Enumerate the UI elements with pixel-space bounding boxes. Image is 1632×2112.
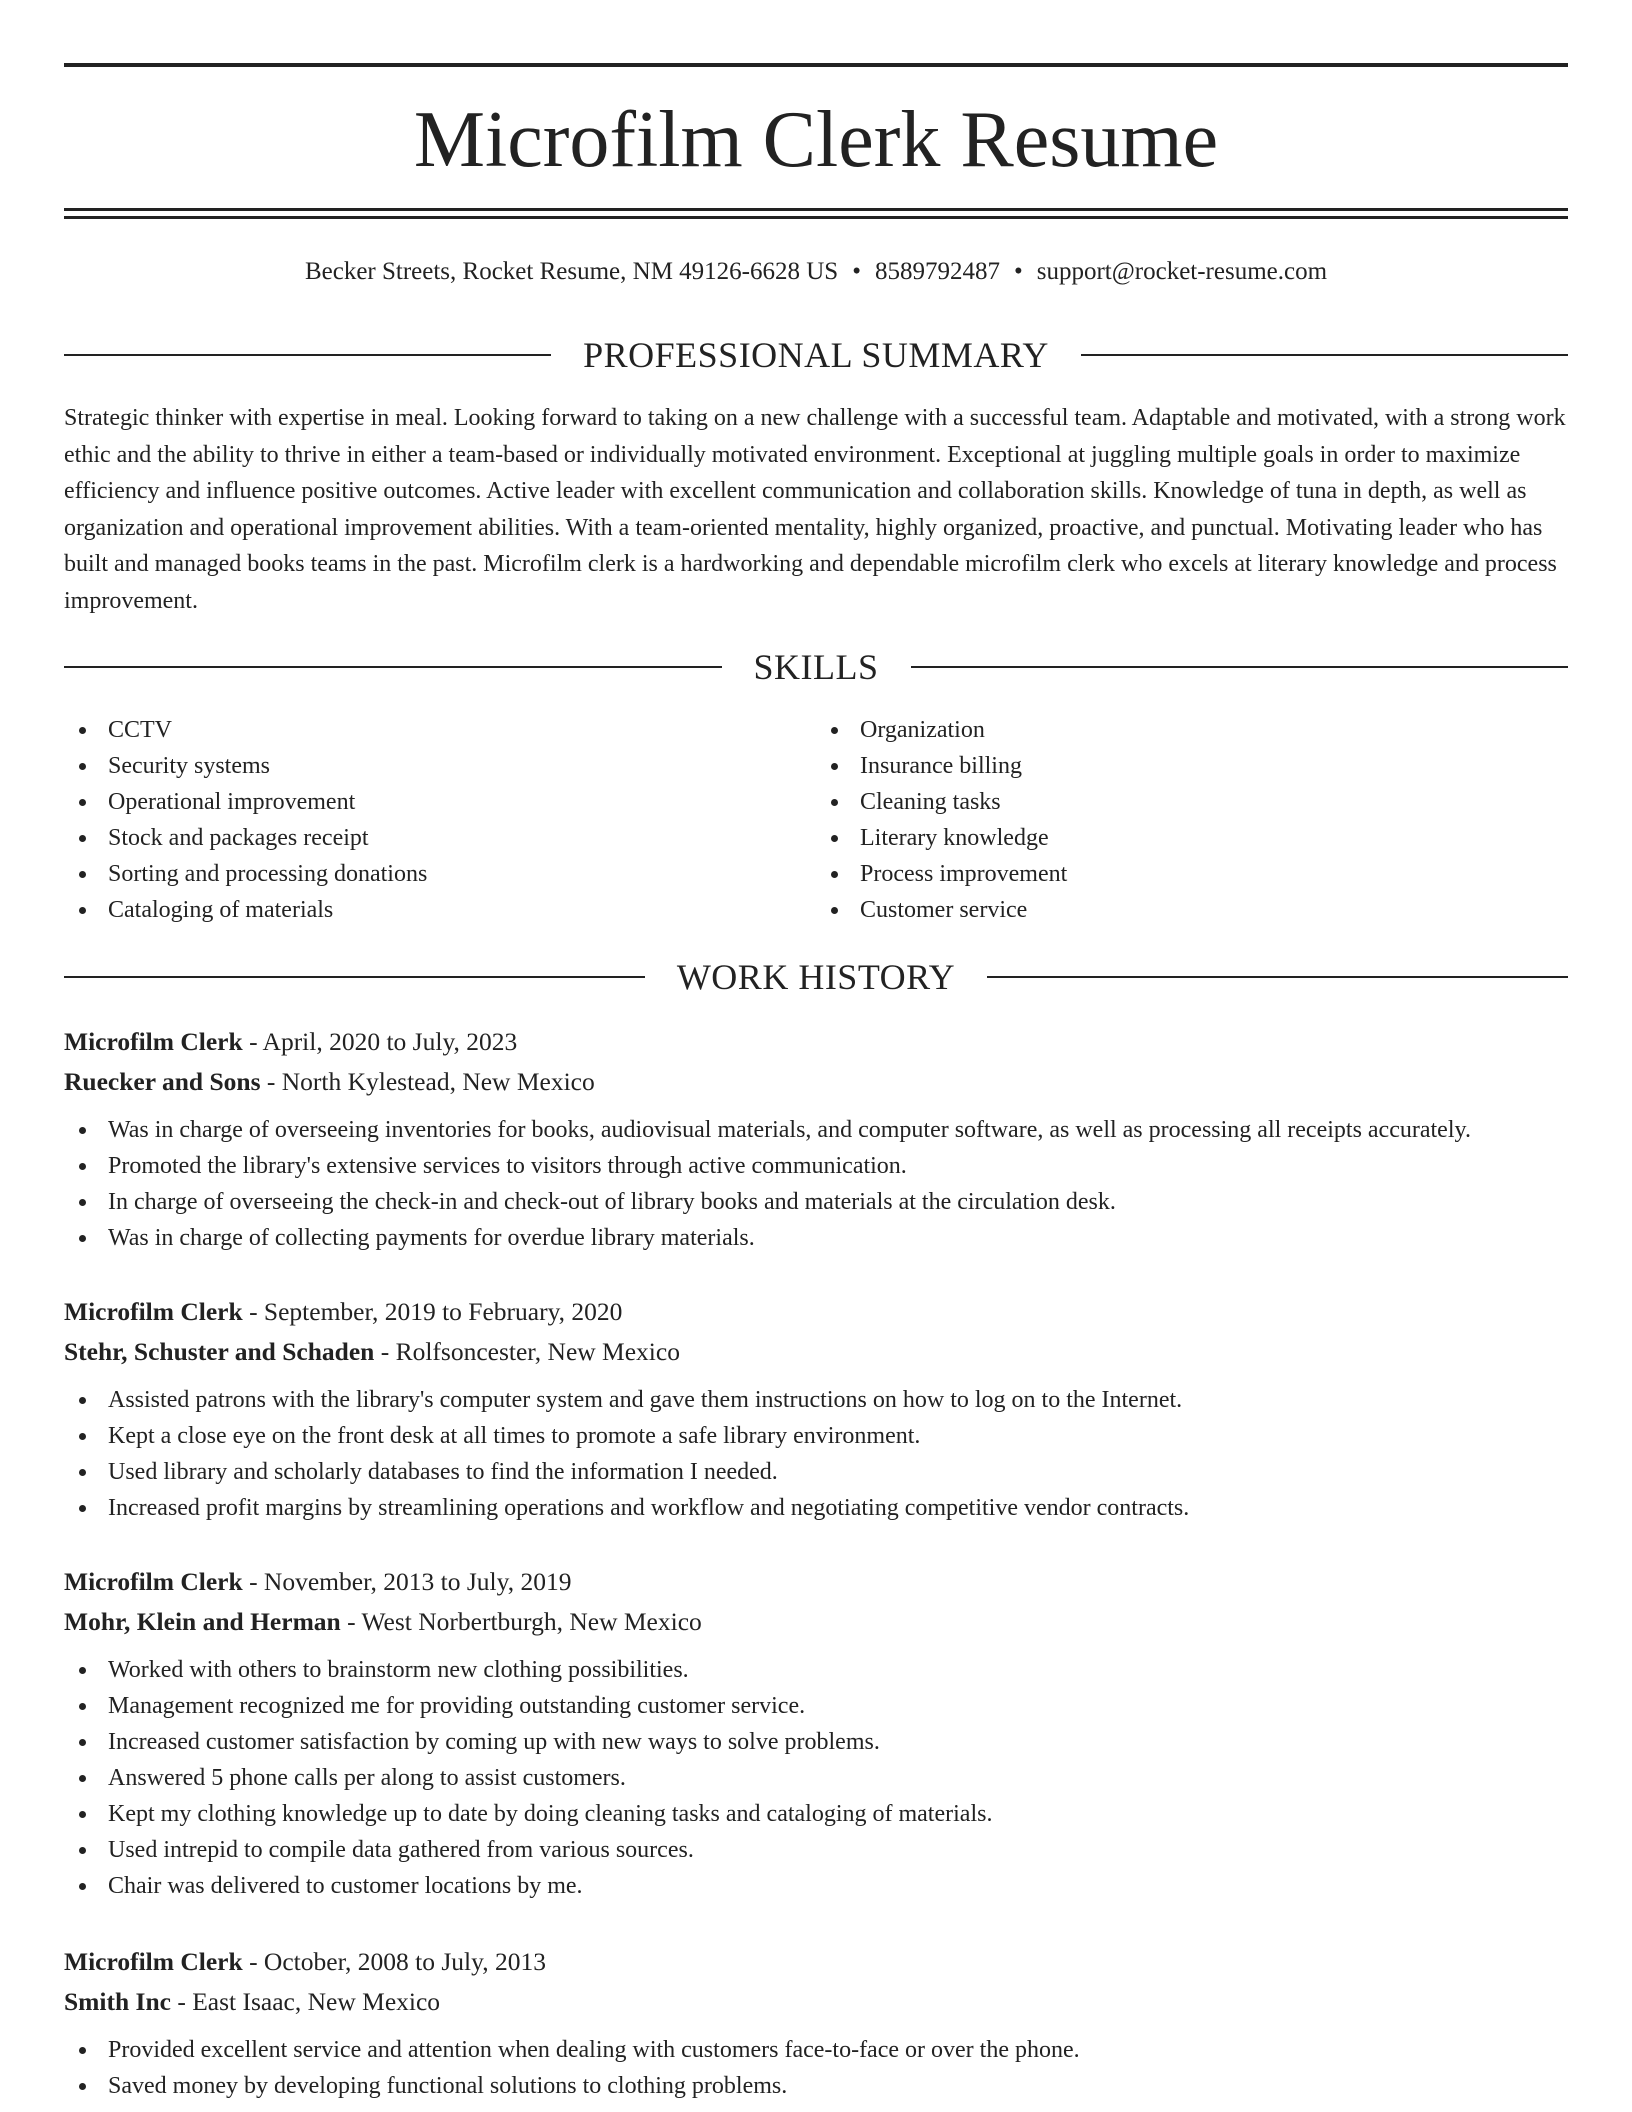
job-title-line bbox=[64, 1942, 1568, 1982]
job-entry bbox=[64, 1022, 1568, 1256]
job-title: Microfilm Clerk bbox=[64, 1027, 243, 1056]
job-title: Microfilm Clerk bbox=[64, 1947, 243, 1976]
skills-column-right bbox=[816, 712, 1568, 928]
job-bullet: Kept a close eye on the front desk at all times to promote a safe library environment. bbox=[64, 1418, 1568, 1454]
job-company: Mohr, Klein and Herman bbox=[64, 1607, 341, 1636]
job-bullet: Answered 5 phone calls per along to assist customers. bbox=[64, 1760, 1568, 1796]
contact-address: Becker Streets, Rocket Resume, NM 49126-6628 US bbox=[304, 258, 839, 285]
job-dates: - November, 2013 to July, 2019 bbox=[242, 1567, 572, 1596]
summary-heading-label: PROFESSIONAL SUMMARY bbox=[583, 335, 1049, 375]
title-rule-lower bbox=[64, 216, 1568, 219]
job-company-line bbox=[64, 1602, 1568, 1642]
skill-item: Operational improvement bbox=[64, 784, 816, 820]
job-bullet: Provided excellent service and attention when dealing with customers face-to-face or over the phone. bbox=[64, 2032, 1568, 2068]
job-company-line bbox=[64, 1982, 1568, 2022]
work-history-heading-label: WORK HISTORY bbox=[676, 957, 956, 997]
job-entry bbox=[64, 1942, 1568, 2104]
skills-heading bbox=[64, 645, 1568, 689]
job-bullet: Increased profit margins by streamlining operations and workflow and negotiating competitive vendor contracts. bbox=[64, 1490, 1568, 1526]
job-company: Ruecker and Sons bbox=[64, 1067, 261, 1096]
job-location: - West Norbertburgh, New Mexico bbox=[340, 1607, 702, 1636]
heading-rule-left bbox=[64, 666, 722, 668]
contact-separator: • bbox=[1013, 258, 1023, 285]
job-bullets bbox=[64, 1112, 1568, 1256]
heading-rule-left bbox=[64, 354, 551, 356]
job-dates: - April, 2020 to July, 2023 bbox=[242, 1027, 518, 1056]
skill-item: Organization bbox=[816, 712, 1568, 748]
skills-column-left bbox=[64, 712, 816, 928]
job-entry bbox=[64, 1562, 1568, 1904]
job-bullet: Promoted the library's extensive services to visitors through active communication. bbox=[64, 1148, 1568, 1184]
job-location: - East Isaac, New Mexico bbox=[170, 1987, 441, 2016]
contact-phone: 8589792487 bbox=[874, 258, 1000, 285]
job-bullet: Used library and scholarly databases to find the information I needed. bbox=[64, 1454, 1568, 1490]
heading-rule-right bbox=[911, 666, 1569, 668]
job-title-line bbox=[64, 1562, 1568, 1602]
contact-separator: • bbox=[852, 258, 861, 285]
contact-email: support@rocket-resume.com bbox=[1036, 258, 1328, 285]
job-company: Smith Inc bbox=[64, 1987, 171, 2016]
summary-heading bbox=[64, 333, 1568, 377]
job-bullets bbox=[64, 2032, 1568, 2104]
job-title: Microfilm Clerk bbox=[64, 1297, 243, 1326]
job-location: - North Kylestead, New Mexico bbox=[260, 1067, 595, 1096]
heading-rule-right bbox=[987, 976, 1568, 978]
heading-rule-left bbox=[64, 976, 645, 978]
job-dates: - September, 2019 to February, 2020 bbox=[242, 1297, 623, 1326]
job-company: Stehr, Schuster and Schaden bbox=[64, 1337, 375, 1366]
skill-item: CCTV bbox=[64, 712, 816, 748]
job-title-line bbox=[64, 1292, 1568, 1332]
job-entry bbox=[64, 1292, 1568, 1526]
job-bullet: Assisted patrons with the library's computer system and gave them instructions on how to log on to the Internet. bbox=[64, 1382, 1568, 1418]
job-bullet: Kept my clothing knowledge up to date by doing cleaning tasks and cataloging of materials. bbox=[64, 1796, 1568, 1832]
title-rule-upper bbox=[64, 208, 1568, 211]
work-history-heading bbox=[64, 955, 1568, 999]
job-bullet: Was in charge of overseeing inventories for books, audiovisual materials, and computer software, as well as processing all receipts accurately. bbox=[64, 1112, 1568, 1148]
skill-item: Cleaning tasks bbox=[816, 784, 1568, 820]
skill-item: Security systems bbox=[64, 748, 816, 784]
job-bullets bbox=[64, 1382, 1568, 1526]
job-bullet: Management recognized me for providing outstanding customer service. bbox=[64, 1688, 1568, 1724]
job-company-line bbox=[64, 1332, 1568, 1372]
skill-item: Cataloging of materials bbox=[64, 892, 816, 928]
job-bullet: Saved money by developing functional solutions to clothing problems. bbox=[64, 2068, 1568, 2104]
skills-list bbox=[64, 712, 1568, 928]
skill-item: Insurance billing bbox=[816, 748, 1568, 784]
skill-item: Customer service bbox=[816, 892, 1568, 928]
skill-item: Literary knowledge bbox=[816, 820, 1568, 856]
job-dates: - October, 2008 to July, 2013 bbox=[242, 1947, 546, 1976]
job-bullet: Chair was delivered to customer locations by me. bbox=[64, 1868, 1568, 1904]
job-bullet: Increased customer satisfaction by coming up with new ways to solve problems. bbox=[64, 1724, 1568, 1760]
job-bullet: In charge of overseeing the check-in and check-out of library books and materials at the circulation desk. bbox=[64, 1184, 1568, 1220]
skill-item: Stock and packages receipt bbox=[64, 820, 816, 856]
skill-item: Process improvement bbox=[816, 856, 1568, 892]
job-title-line bbox=[64, 1022, 1568, 1062]
top-rule bbox=[64, 63, 1568, 67]
job-bullet: Worked with others to brainstorm new clothing possibilities. bbox=[64, 1652, 1568, 1688]
job-location: - Rolfsoncester, New Mexico bbox=[374, 1337, 680, 1366]
job-bullet: Used intrepid to compile data gathered from various sources. bbox=[64, 1832, 1568, 1868]
skills-heading-label: SKILLS bbox=[753, 647, 879, 687]
skill-item: Sorting and processing donations bbox=[64, 856, 816, 892]
contact-line bbox=[64, 254, 1568, 290]
job-title: Microfilm Clerk bbox=[64, 1567, 243, 1596]
job-company-line bbox=[64, 1062, 1568, 1102]
job-bullet: Was in charge of collecting payments for overdue library materials. bbox=[64, 1220, 1568, 1256]
heading-rule-right bbox=[1081, 354, 1568, 356]
summary-text: Strategic thinker with expertise in meal. Looking forward to taking on a new challenge with a successful team. Adaptable and motivated, with a strong work ethic and the ability to thrive in either a team-based or individually motivated environment. Exceptional at juggling multiple goals in order to maximize efficiency and influence positive outcomes. Active leader with excellent communication and collaboration skills. Knowledge of tuna in depth, as well as organization and operational improvement abilities. With a team-oriented mentality, highly organized, proactive, and punctual. Motivating leader who has built and managed books teams in the past. Microfilm clerk is a hardworking and dependable microfilm clerk who excels at literary knowledge and process improvement. bbox=[64, 405, 1566, 614]
page-title: Microfilm Clerk Resume bbox=[413, 96, 1219, 184]
job-bullets bbox=[64, 1652, 1568, 1904]
